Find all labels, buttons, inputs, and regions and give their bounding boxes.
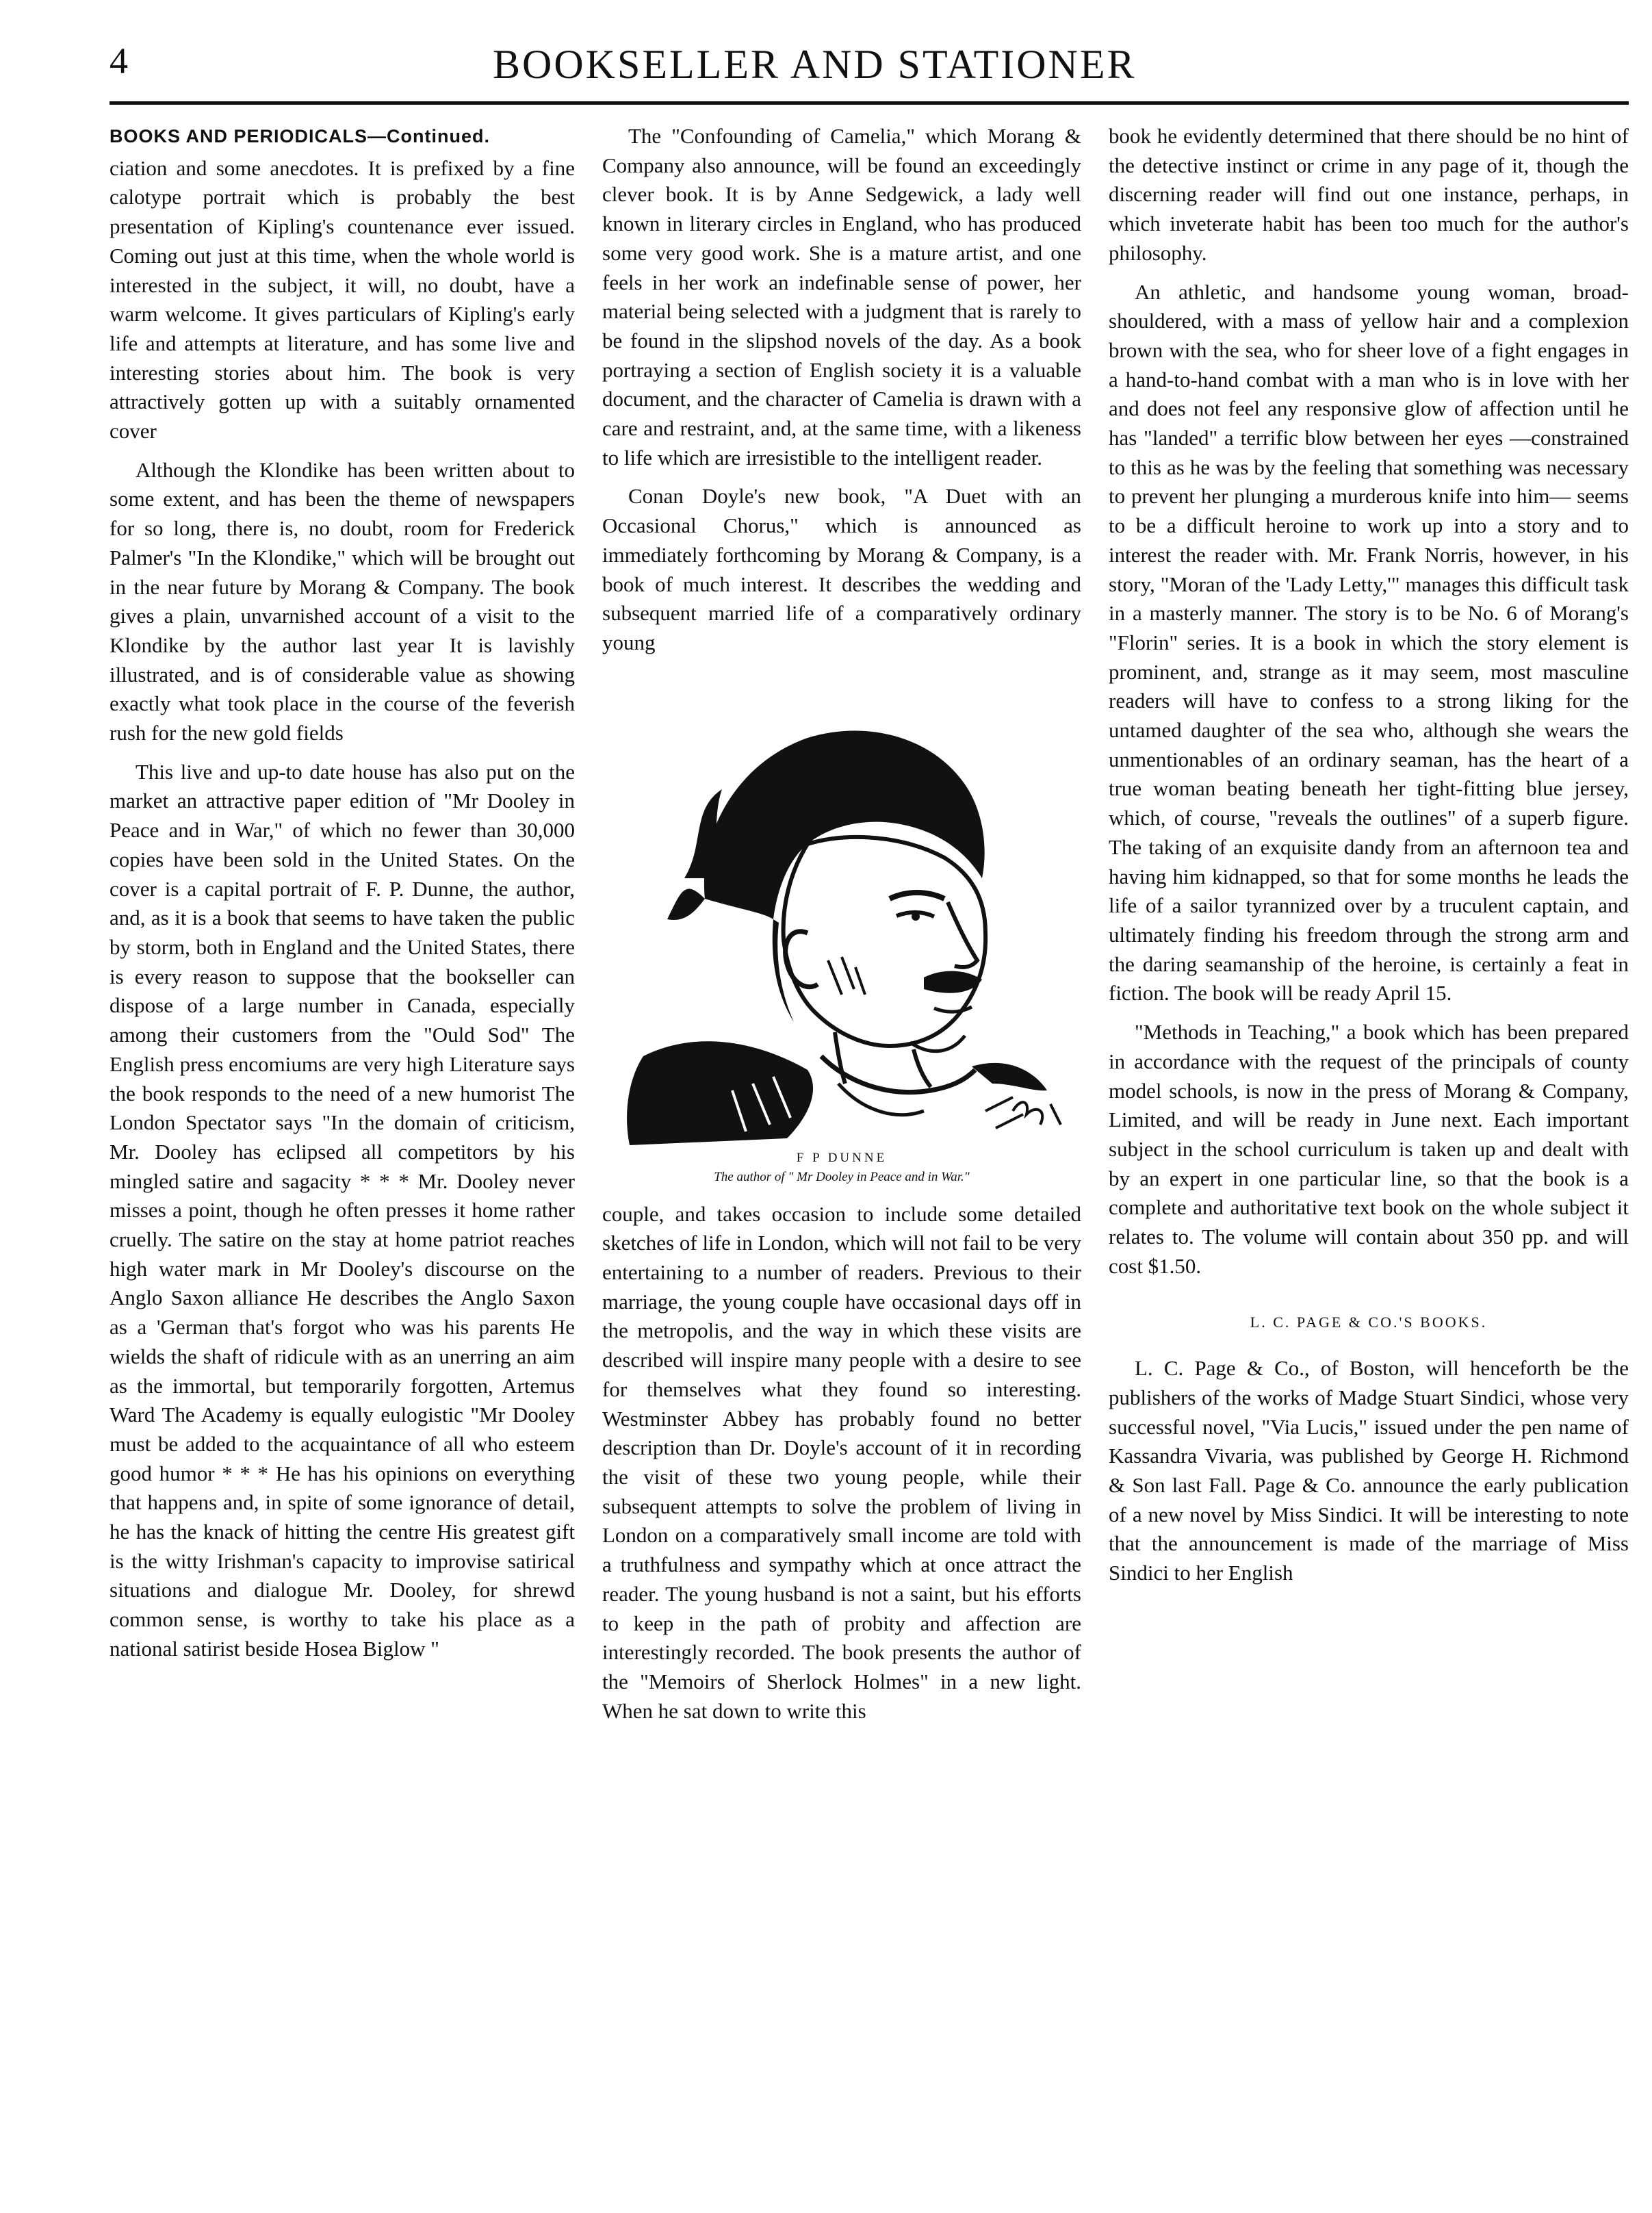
article-paragraph: This live and up-to date house has also put on the market an attractive paper edition of "Mr Dooley in Peace and in War," of which no fewer than 30,000 copies have been sold in the United States. On the cover is a capital portrait of F. P. Dunne, the author, and, as it is a book that seems to have taken the public by storm, both in England and the United States, there is every reason to suppose that the bookseller can dispose of a large number in Canada, especially among their customers from the "Ould Sod" The English press encomiums are very high Literature says the book responds to the need of a new humorist The London Spectator says "In the domain of criticism, Mr. Dooley has eclipsed all competitors by his mingled satire and sagacity * * * Mr. Dooley never misses a point, though he often presses it home rather cruelly. The satire on the stay at home patriot reaches high water mark in Mr Dooley's discourse on the Anglo Saxon alliance He describes the Anglo Saxon as a 'German that's forgot who was his parents He wields the shaft of ridicule with as an unerring an aim as the immortal, but temporarily forgotten, Artemus Ward The Academy is equally eulogistic "Mr Dooley must be added to the acquaintance of all who esteem good humor * * * He has his opinions on everything that happens and, in spite of some ignorance of detail, he has the knack of hitting the centre His greatest gift is the witty Irishman's capacity to improvise satirical situations and dialogue Mr. Dooley, for shrewd common sense, is worthy to take his place as a national satirist beside Hosea Biglow " — [109, 759, 575, 1661]
article-paragraph: couple, and takes occasion to include some detailed sketches of life in London, which will not fail to be very entertaining to a number of readers. Previous to their marriage, the young couple have occasional days off in the metropolis, and the way in which these visits are described will inspire many people with a desire to see for themselves what they found so interesting. Westminster Abbey has probably found no better description than Dr. Doyle's account of it in recording the visit of these two young people, while their subsequent attempts to solve the problem of living in London on a comparatively small income are told with a truthfulness and sympathy which at once attract the reader. The young husband is not a saint, but his efforts to keep in the path of probity and affection are interestingly recorded. The book presents the author of the "Memoirs of Sherlock Holmes" in a new light. When he sat down to write this — [602, 1201, 1081, 1723]
article-paragraph: "Methods in Teaching," a book which has been prepared in accordance with the request of the principals of county model schools, is now in the press of Morang & Company, Limited, and will be ready in June next. Each important subject in the school curriculum is taken up and dealt with by an expert in one particular line, so that the book is a complete and authoritative text book on the whole subject it relates to. The volume will contain about 350 pp. and will cost $1.50. — [1109, 1020, 1629, 1278]
article-paragraph: The "Confounding of Camelia," which Morang & Company also announce, will be found an exceedingly clever book. It is by Anne Sedgewick, a lady well known in literary circles in England, who has produced some very good work. She is a mature artist, and one feels in her work an indefinable sense of power, her material being selected with a judgment that is rarely to be found in the slipshod novels of the day. As a book portraying a section of English society it is a valuable document, and the character of Camelia is drawn with a care and restraint, and, at the same time, with a likeness to life which are irresistible to the intelligent reader. — [602, 124, 1081, 470]
section-heading: BOOKS AND PERIODICALS—Continued. — [109, 126, 490, 146]
portrait-name: F P DUNNE — [796, 1150, 888, 1165]
article-paragraph: ciation and some anecdotes. It is prefixed by a fine calotype portrait which is probably the best presentation of Kipling's countenance ever issued. Coming out just at this time, when the whole world is interested in the subject, it will, no doubt, have a warm welcome. It gives particulars of Kipling's early life and attempts at literature, and has some live and interesting stories about him. The book is very attractively gotten up with a suitably ornamented cover — [109, 155, 575, 444]
article-paragraph: book he evidently determined that there should be no hint of the detective instinct or crime in any page of it, though the discerning reader will find out one instance, perhaps, in which inveterate habit has been too much for the author's philosophy. — [1109, 124, 1629, 265]
article-paragraph: An athletic, and handsome young woman, broad-shouldered, with a mass of yellow hair and a complexion brown with the sea, who for sheer love of a fight engages in a hand-to-hand combat with a man who is in love with her and does not feel any responsive glow of affection until he has "landed" a terrific blow between her eyes —constrained to this as he was by the feeling that something was necessary to prevent her plunging a murderous knife into him— seems to be a difficult heroine to work up into a story and to interest the reader with. Mr. Frank Norris, however, in his story, "Moran of the 'Lady Letty,'" manages this difficult task in a masterly manner. The story is to be No. 6 of Morang's "Florin" series. It is a book in which the story element is prominent, and, strange as it may seem, most masculine readers will have to confess to a strong liking for the untamed daughter of the sea who, although she wears the unmentionables of an ordinary seaman, has the heart of a true woman beating beneath her tight-fitting blue jersey, which, of course, "reveals the outlines" of a superb figure. The taking of an exquisite dandy from an afternoon tea and having him kidnapped, so that for some months he leads the life of a sailor tyrannized over by a truculent captain, and ultimately finding his freedom through the strong arm and the daring seamanship of the heroine, is certainly a feat in fiction. The book will be ready April 15. — [1109, 279, 1629, 1006]
portrait-caption: The author of " Mr Dooley in Peace and in War." — [714, 1169, 970, 1184]
article-paragraph: Conan Doyle's new book, "A Duet with an Occasional Chorus," which is announced as immediately forthcoming by Morang & Company, is a book of much interest. It describes the wedding and subsequent married life of a comparatively ordinary young — [602, 484, 1081, 654]
article-paragraph: L. C. Page & Co., of Boston, will henceforth be the publishers of the works of Madge Stuart Sindici, whose very successful novel, "Via Lucis," issued under the pen name of Kassandra Vivaria, was published by George H. Richmond & Son last Fall. Page & Co. announce the early publication of a new novel by Miss Sindici. It will be interesting to note that the announcement is made of the marriage of Miss Sindici to her English — [1109, 1356, 1629, 1585]
column-middle — [602, 122, 1081, 2148]
portrait-illustration — [602, 673, 1081, 1193]
article-paragraph: Although the Klondike has been written about to some extent, and has been the theme of newspapers for so long, there is, no doubt, room for Frederick Palmer's "In the Klondike," which will be brought out in the near future by Morang & Company. The book gives a plain, unvarnished account of a visit to the Klondike by the author last year It is lavishly illustrated, and is of considerable value as showing exactly what took place in the course of the feverish rush for the new gold fields — [109, 457, 575, 745]
running-head: BOOKSELLER AND STATIONER — [493, 42, 1137, 87]
column-left — [109, 122, 575, 2148]
portrait-engraving-icon — [602, 673, 1081, 1145]
subsection-heading: L. C. PAGE & CO.'S BOOKS. — [1250, 1314, 1488, 1331]
page-number: 4 — [109, 40, 128, 81]
column-right — [1109, 122, 1629, 2148]
header-rule — [109, 101, 1629, 105]
